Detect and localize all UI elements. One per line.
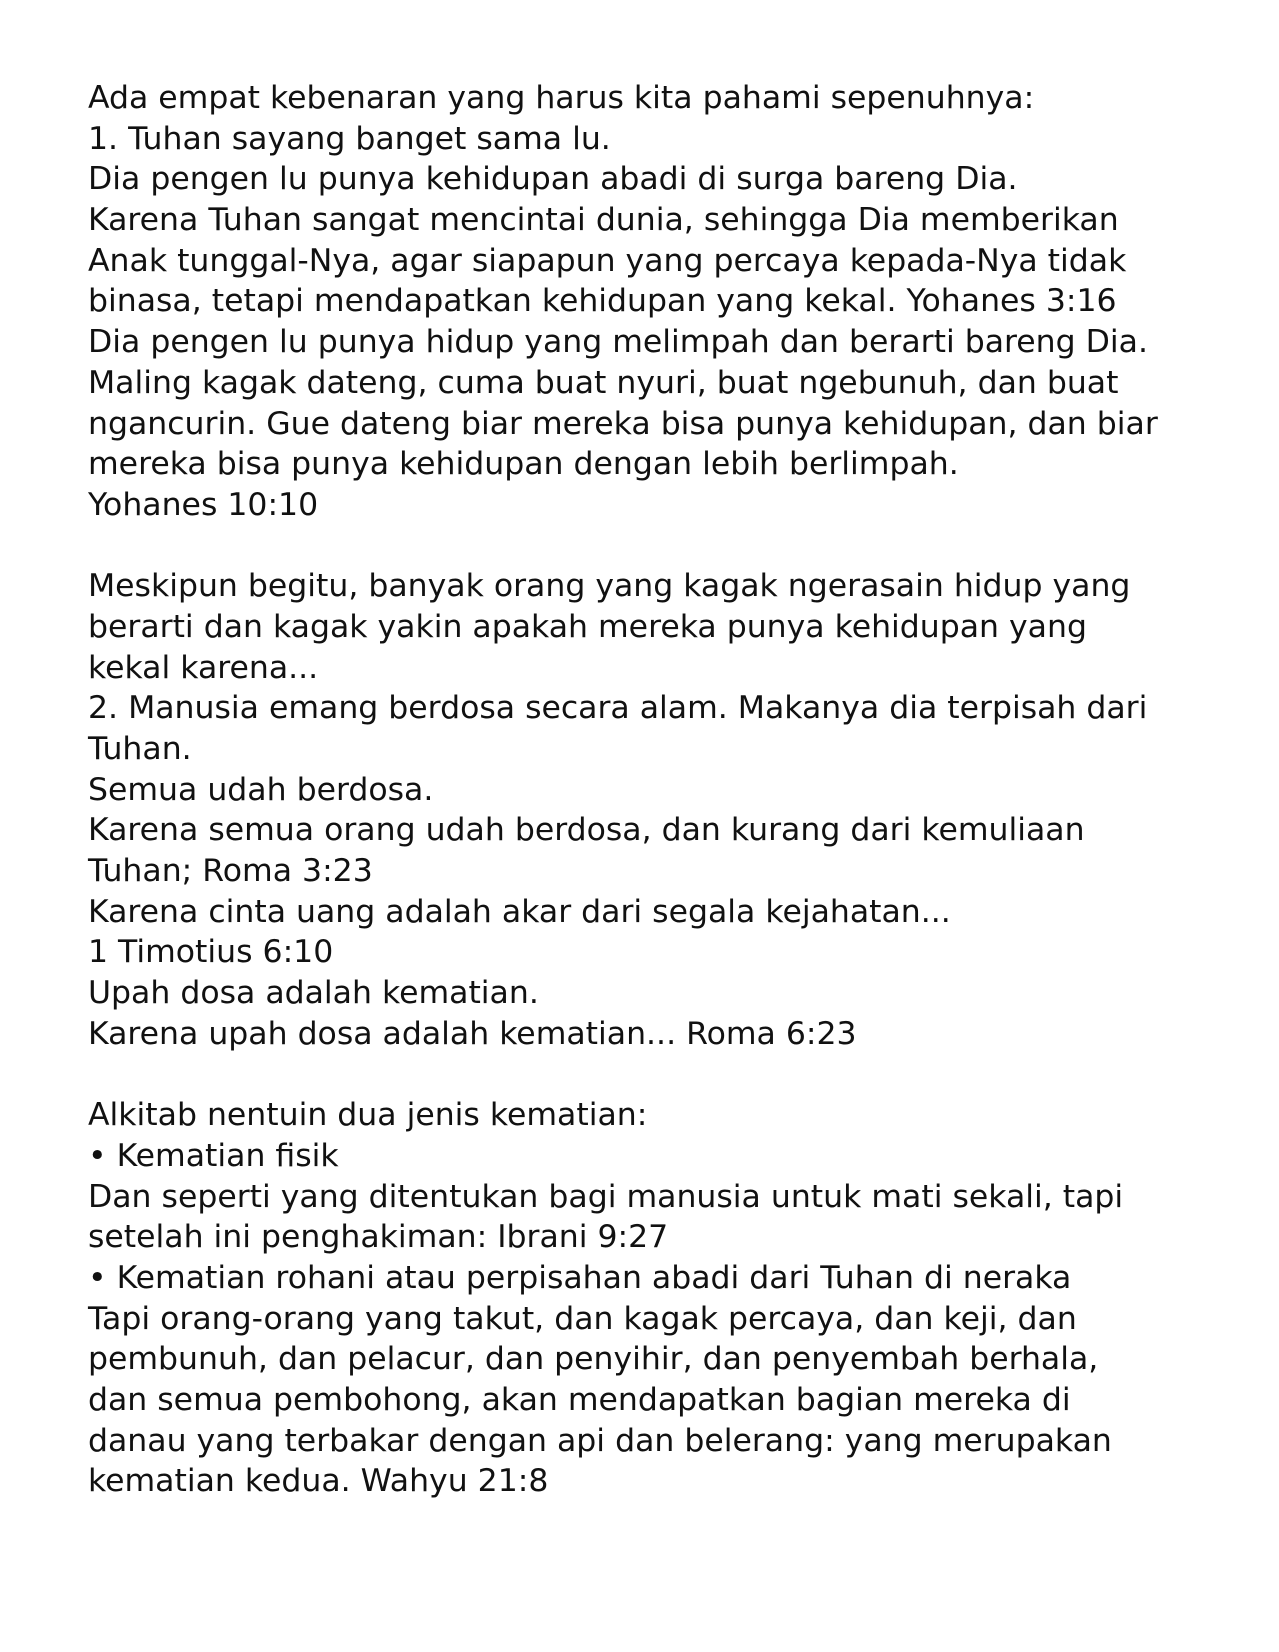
text-line: Dan seperti yang ditentukan bagi manusia untuk mati sekali, tapi [88,1178,1124,1215]
bullet-line: • Kematian rohani atau perpisahan abadi dari Tuhan di neraka [88,1259,1072,1296]
text-line: binasa, tetapi mendapatkan kehidupan yang kekal. Yohanes 3:16 [88,283,1117,320]
text-line: Alkitab nentuin dua jenis kematian: [88,1097,648,1134]
text-line: dan semua pembohong, akan mendapatkan bagian mereka di [88,1382,1071,1418]
text-line: 1. Tuhan sayang banget sama lu. [88,120,611,157]
text-line: kematian kedua. Wahyu 21:8 [88,1463,549,1500]
text-line: pembunuh, dan pelacur, dan penyihir, dan penyembah berhala, [88,1341,1099,1378]
text-line: Ada empat kebenaran yang harus kita pahami sepenuhnya: [88,80,1035,116]
text-line: Dia pengen lu punya hidup yang melimpah dan berarti bareng Dia. [88,324,1148,361]
text-line: Maling kagak dateng, cuma buat nyuri, buat ngebunuh, dan buat [88,364,1119,401]
text-line: Upah dosa adalah kematian. [88,975,539,1012]
paragraph-break [88,526,1218,567]
paragraph-break [88,1055,1218,1096]
text-line: Tapi orang-orang yang takut, dan kagak percaya, dan keji, dan [88,1300,1077,1337]
text-line: Semua udah berdosa. [88,771,434,808]
text-line: Tuhan; Roma 3:23 [88,853,373,890]
text-line: Karena semua orang udah berdosa, dan kurang dari kemuliaan [88,812,1085,849]
text-line: 2. Manusia emang berdosa secara alam. Makanya dia terpisah dari [88,690,1148,727]
text-line: Meskipun begitu, banyak orang yang kagak ngerasain hidup yang [88,568,1131,605]
text-line: Karena Tuhan sangat mencintai dunia, sehingga Dia memberikan [88,202,1119,239]
text-line: ngancurin. Gue dateng biar mereka bisa punya kehidupan, dan biar [88,405,1158,442]
text-line: Karena upah dosa adalah kematian... Roma 6:23 [88,1015,857,1052]
text-line: Karena cinta uang adalah akar dari segala kejahatan... [88,893,951,930]
text-line: setelah ini penghakiman: Ibrani 9:27 [88,1219,669,1256]
text-line: Dia pengen lu punya kehidupan abadi di surga bareng Dia. [88,161,1018,198]
text-line: kekal karena... [88,649,319,686]
text-line: berarti dan kagak yakin apakah mereka punya kehidupan yang [88,608,1087,645]
text-line: Tuhan. [88,731,192,767]
text-line: danau yang terbakar dengan api dan belerang: yang merupakan [88,1422,1112,1459]
text-line: Anak tunggal-Nya, agar siapapun yang percaya kepada-Nya tidak [88,242,1127,279]
document-page [88,78,1218,1502]
bullet-line: • Kematian fisik [88,1137,339,1174]
text-line: mereka bisa punya kehidupan dengan lebih berlimpah. [88,446,959,483]
text-line: Yohanes 10:10 [88,486,319,523]
text-line: 1 Timotius 6:10 [88,934,334,971]
